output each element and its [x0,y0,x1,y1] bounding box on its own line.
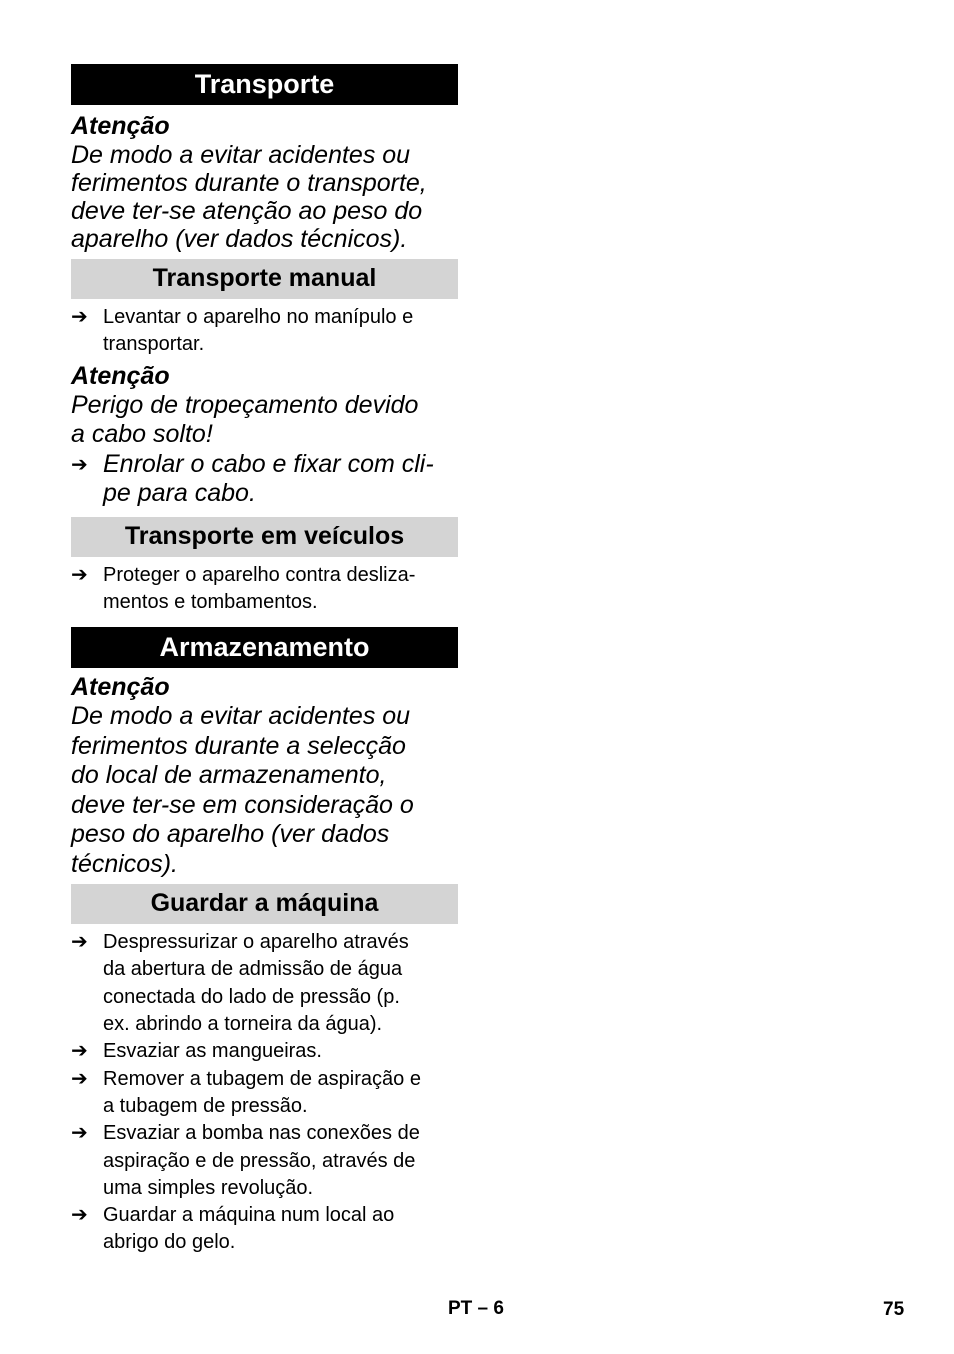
heading-armazenamento: Armazenamento [71,627,458,668]
list-transporte-veiculos [71,562,458,617]
footer-language-page: PT – 6 [448,1298,504,1319]
list-item: ➔ Enrolar o cabo e fixar com cli- pe para cabo. [71,449,434,507]
heading-transporte-manual: Transporte manual [71,259,458,299]
list-item: ➔ Despressurizar o aparelho através da abertura de admissão de água conectada do lado de pressão (p. ex. abrindo a torneira da água). [71,931,409,1036]
arrow-right-icon: ➔ [71,1067,88,1090]
warning-title: Atenção [71,361,170,390]
warning-text: Perigo de tropeçamento devido a cabo solto! [71,390,419,449]
heading-guardar: Guardar a máquina [71,884,458,924]
list-transporte-manual-2 [71,450,458,508]
arrow-right-icon: ➔ [71,563,88,586]
arrow-right-icon: ➔ [71,453,88,476]
list-item: ➔ Esvaziar as mangueiras. [71,1038,458,1065]
arrow-right-icon: ➔ [71,306,88,328]
list-item: ➔ Levantar o aparelho no manípulo e transportar. [71,306,414,356]
list-item: ➔ Guardar a máquina num local ao abrigo do gelo. [71,1204,395,1254]
list-item: ➔ Esvaziar a bomba nas conexões de aspiração e de pressão, através de uma simples revolução. [71,1122,420,1199]
content-column [71,64,458,1257]
arrow-right-icon: ➔ [71,1122,88,1145]
warning-title: Atenção [71,112,170,140]
warning-text: De modo a evitar acidentes ou ferimentos durante a selecção do local de armazenamento, deve ter-se em consideração o peso do aparelho (ver dados técnicos). [71,702,414,878]
list-guardar [71,929,458,1257]
list-transporte-manual [71,304,458,359]
heading-transporte: Transporte [71,64,458,105]
list-item: ➔ Remover a tubagem de aspiração e a tubagem de pressão. [71,1067,421,1117]
arrow-right-icon: ➔ [71,1204,88,1227]
heading-transporte-veiculos: Transporte em veículos [71,517,458,557]
footer-page-number: 75 [883,1299,905,1320]
warning-text: De modo a evitar acidentes ou ferimentos durante o transporte, deve ter-se atenção ao peso do aparelho (ver dados técnicos). [71,141,427,253]
warning-title: Atenção [71,673,170,702]
arrow-right-icon: ➔ [71,1040,88,1063]
list-item: ➔ Proteger o aparelho contra desliza- mentos e tombamentos. [71,563,416,613]
arrow-right-icon: ➔ [71,931,88,954]
